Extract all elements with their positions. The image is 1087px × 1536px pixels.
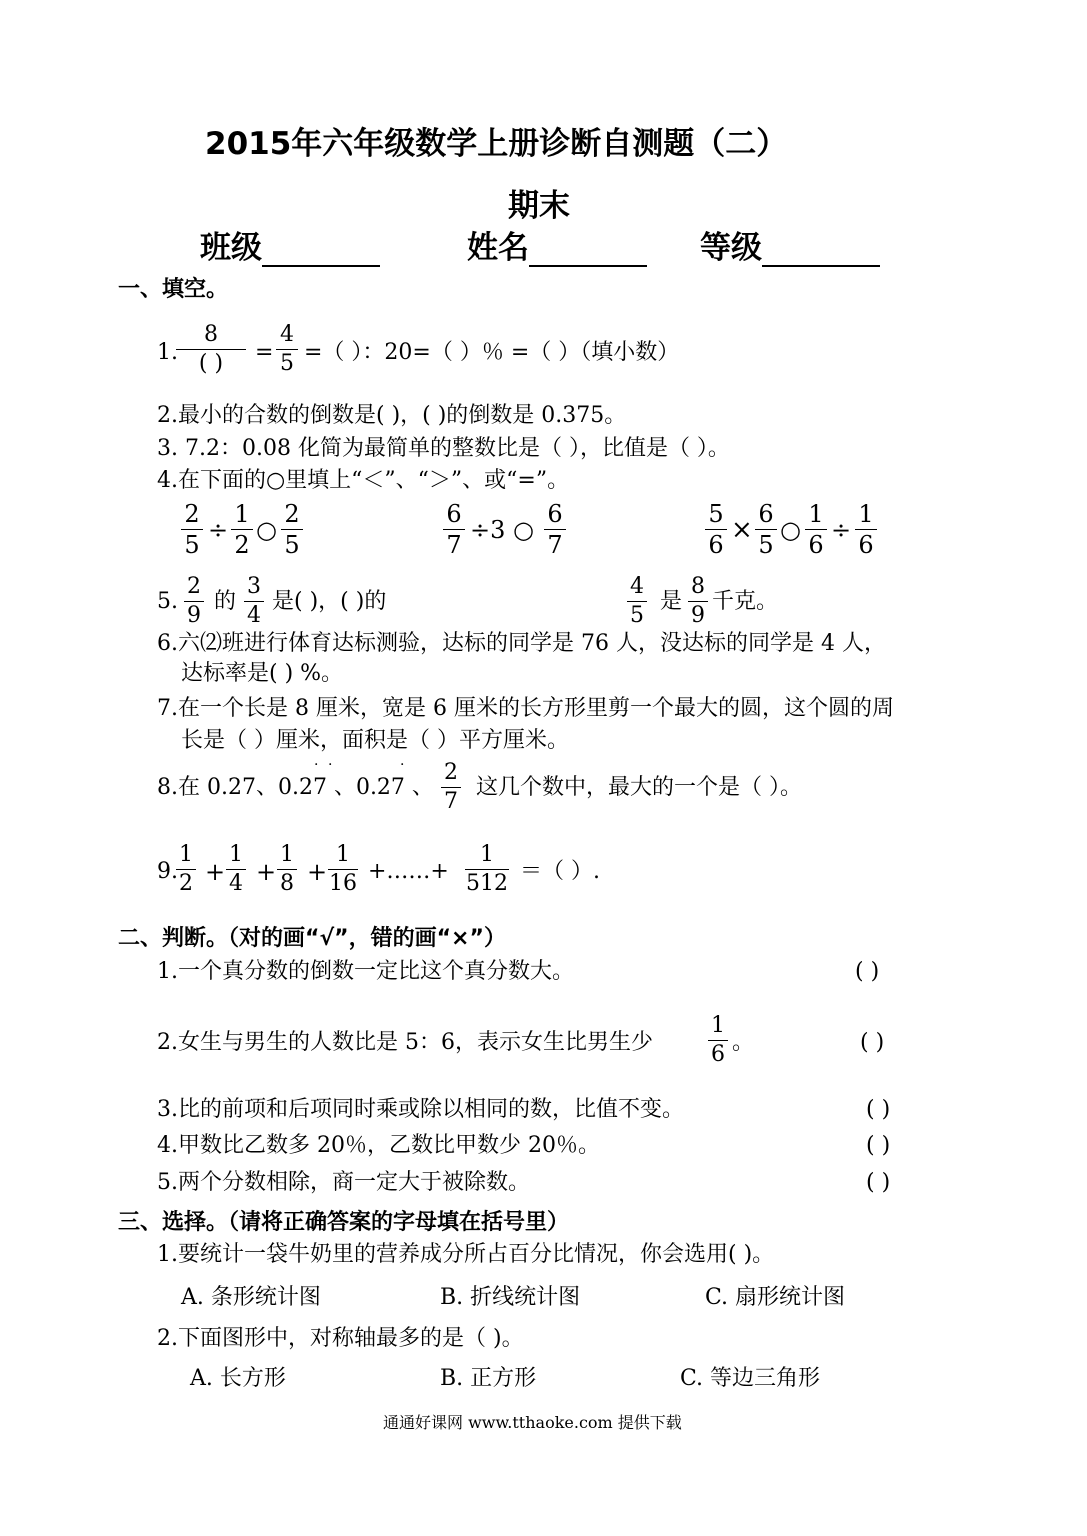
repeating-dot: · xyxy=(314,757,319,773)
numerator: 2 xyxy=(284,500,300,528)
q1-fraction-2 xyxy=(276,322,298,377)
fraction-bar xyxy=(176,869,196,870)
q5-fraction-3 xyxy=(627,574,647,629)
q8-text-1: 8.在 0.27、0.27 、0.27 、 xyxy=(157,775,434,800)
q4a-fraction-3 xyxy=(281,500,303,559)
q4c-fraction-3 xyxy=(805,500,827,559)
q9-fraction-5 xyxy=(465,842,509,897)
q4b-operator: ÷3 ○ xyxy=(470,516,534,544)
numerator: 1 xyxy=(179,842,193,867)
judge-item-2: 2.女生与男生的人数比是 5：6，表示女生比男生少 xyxy=(157,1030,653,1055)
grade-label: 等级 xyxy=(700,230,762,266)
fraction-bar xyxy=(688,601,708,602)
q4b-fraction-2 xyxy=(544,500,566,559)
repeating-dot: · xyxy=(328,757,333,773)
name-field xyxy=(467,222,647,267)
q5-text-2: 是( )，( )的 xyxy=(272,589,387,614)
fraction-bar xyxy=(805,529,827,530)
numerator: 5 xyxy=(708,500,724,528)
denominator: 6 xyxy=(711,1042,725,1067)
repeating-dot: · xyxy=(400,757,405,773)
denominator: 6 xyxy=(858,531,874,559)
denominator: 7 xyxy=(547,531,563,559)
numerator: 1 xyxy=(711,1013,725,1038)
choice-1-option-a: A. 条形统计图 xyxy=(181,1285,321,1310)
fraction-bar xyxy=(176,349,246,350)
fraction-bar xyxy=(277,869,297,870)
denominator: 7 xyxy=(446,531,462,559)
fraction-bar xyxy=(231,529,253,530)
denominator: 7 xyxy=(444,789,458,814)
numerator: 1 xyxy=(480,842,494,867)
fraction-bar xyxy=(708,1040,728,1041)
q5-number: 5. xyxy=(157,589,178,614)
judge-answer-5[interactable]: ( ) xyxy=(866,1170,891,1195)
q4c-circle[interactable]: ○ xyxy=(780,516,801,544)
class-label: 班级 xyxy=(200,230,262,266)
q1-f2-denominator: 5 xyxy=(280,351,294,376)
q4c-fraction-2 xyxy=(755,500,777,559)
q9-fraction-1 xyxy=(176,842,196,897)
denominator: 512 xyxy=(466,871,508,896)
choice-2-option-c: C. 等边三角形 xyxy=(680,1366,821,1391)
name-input-line[interactable] xyxy=(529,233,647,267)
denominator: 9 xyxy=(187,603,201,628)
choice-question-1: 1.要统计一袋牛奶里的营养成分所占百分比情况，你会选用( )。 xyxy=(157,1242,775,1267)
fraction-bar xyxy=(544,529,566,530)
fraction-bar xyxy=(244,601,264,602)
judge-2-fraction xyxy=(708,1013,728,1068)
denominator: 5 xyxy=(184,531,200,559)
denominator: 4 xyxy=(247,603,261,628)
q4c-operator-2: ÷ xyxy=(831,516,852,544)
judge-answer-1[interactable]: ( ) xyxy=(855,959,880,984)
plus-sign: + xyxy=(307,858,328,886)
q2-text: 2.最小的合数的倒数是( )，( )的倒数是 0.375。 xyxy=(157,403,627,428)
fraction-bar xyxy=(328,869,358,870)
fraction-bar xyxy=(465,869,509,870)
fraction-bar xyxy=(443,529,465,530)
page-title: 2015年六年级数学上册诊断自测题（二） xyxy=(205,126,788,162)
numerator: 6 xyxy=(547,500,563,528)
fraction-bar xyxy=(441,787,461,788)
numerator: 2 xyxy=(184,500,200,528)
numerator: 1 xyxy=(858,500,874,528)
fraction-bar xyxy=(181,529,203,530)
q4a-circle[interactable]: ○ xyxy=(256,516,277,544)
q5-fraction-4 xyxy=(688,574,708,629)
q5-text-3: 是 xyxy=(660,589,683,614)
denominator: 5 xyxy=(284,531,300,559)
q9-fraction-4 xyxy=(328,842,358,897)
numerator: 4 xyxy=(630,574,644,599)
denominator: 2 xyxy=(234,531,250,559)
judge-item-2-end: 。 xyxy=(732,1030,755,1055)
numerator: 6 xyxy=(758,500,774,528)
judge-item-4: 4.甲数比乙数多 20％，乙数比甲数少 20％。 xyxy=(157,1133,600,1158)
q4a-fraction-2 xyxy=(231,500,253,559)
numerator: 1 xyxy=(234,500,250,528)
q9-number: 9. xyxy=(157,859,178,884)
fraction-bar xyxy=(281,529,303,530)
q1-f2-numerator: 4 xyxy=(280,322,294,347)
judge-item-3: 3.比的前项和后项同时乘或除以相同的数，比值不变。 xyxy=(157,1097,684,1122)
numerator: 2 xyxy=(444,760,458,785)
section-fill-blank: 一、填空。 xyxy=(118,277,229,302)
plus-sign: + xyxy=(256,858,277,886)
grade-input-line[interactable] xyxy=(762,233,880,267)
q1-f1-denominator: ( ) xyxy=(198,351,224,376)
q9-ellipsis: +……+ xyxy=(368,859,449,884)
q1-rest: =（ ）：20=（ ）％ =（ ）（填小数） xyxy=(304,340,680,365)
q5-text-4: 千克。 xyxy=(712,589,779,614)
footer-source: 通通好课网 www.tthaoke.com 提供下载 xyxy=(383,1413,682,1432)
fraction-bar xyxy=(855,529,877,530)
denominator: 9 xyxy=(691,603,705,628)
judge-answer-2[interactable]: ( ) xyxy=(860,1030,885,1055)
q4c-operator-1: × xyxy=(731,515,753,545)
q5-fraction-2 xyxy=(244,574,264,629)
q4-text: 4.在下面的○里填上“＜”、“＞”、或“=”。 xyxy=(157,468,570,493)
q4a-operator: ÷ xyxy=(208,516,229,544)
denominator: 6 xyxy=(708,531,724,559)
choice-2-option-a: A. 长方形 xyxy=(190,1366,286,1391)
q4c-fraction-4 xyxy=(855,500,877,559)
choice-1-option-b: B. 折线统计图 xyxy=(440,1285,581,1310)
judge-item-5: 5.两个分数相除，商一定大于被除数。 xyxy=(157,1170,530,1195)
fraction-bar xyxy=(184,601,204,602)
judge-answer-4[interactable]: ( ) xyxy=(866,1133,891,1158)
q1-f1-numerator: 8 xyxy=(204,322,218,347)
denominator: 5 xyxy=(630,603,644,628)
choice-1-option-c: C. 扇形统计图 xyxy=(705,1285,846,1310)
plus-sign: + xyxy=(205,858,226,886)
q5-text-1: 的 xyxy=(214,589,237,614)
choice-question-2: 2.下面图形中，对称轴最多的是（ )。 xyxy=(157,1326,524,1351)
q4a-fraction-1 xyxy=(181,500,203,559)
choice-2-option-b: B. 正方形 xyxy=(440,1366,537,1391)
q9-end: ＝（ ）. xyxy=(520,859,600,884)
q3-text: 3. 7.2：0.08 化简为最简单的整数比是（ ），比值是（ ）。 xyxy=(157,436,730,461)
section-judge: 二、判断。（对的画“√”，错的画“×”） xyxy=(118,926,506,951)
q8-fraction xyxy=(441,760,461,815)
numerator: 1 xyxy=(336,842,350,867)
denominator: 2 xyxy=(179,871,193,896)
q1-number: 1. xyxy=(157,340,178,365)
page-subtitle: 期末 xyxy=(508,188,570,224)
q1-fraction-1 xyxy=(176,322,246,377)
q1-equals: = xyxy=(255,340,274,365)
denominator: 5 xyxy=(758,531,774,559)
judge-item-1: 1.一个真分数的倒数一定比这个真分数大。 xyxy=(157,959,574,984)
class-input-line[interactable] xyxy=(262,233,380,267)
denominator: 8 xyxy=(280,871,294,896)
fraction-bar xyxy=(276,349,298,350)
q6-line-1: 6.六⑵班进行体育达标测验，达标的同学是 76 人，没达标的同学是 4 人， xyxy=(157,631,886,656)
q6-line-2: 达标率是( ) %。 xyxy=(181,661,344,686)
numerator: 3 xyxy=(247,574,261,599)
q4c-fraction-1 xyxy=(705,500,727,559)
q9-fraction-2 xyxy=(226,842,246,897)
numerator: 2 xyxy=(187,574,201,599)
q9-fraction-3 xyxy=(277,842,297,897)
judge-answer-3[interactable]: ( ) xyxy=(866,1097,891,1122)
numerator: 8 xyxy=(691,574,705,599)
denominator: 16 xyxy=(329,871,357,896)
numerator: 1 xyxy=(229,842,243,867)
numerator: 1 xyxy=(280,842,294,867)
numerator: 6 xyxy=(446,500,462,528)
section-choice: 三、选择。（请将正确答案的字母填在括号里） xyxy=(118,1210,570,1235)
q8-text-2: 这几个数中，最大的一个是（ ）。 xyxy=(476,775,802,800)
q5-fraction-1 xyxy=(184,574,204,629)
numerator: 1 xyxy=(808,500,824,528)
q7-line-1: 7.在一个长是 8 厘米，宽是 6 厘米的长方形里剪一个最大的圆，这个圆的周 xyxy=(157,696,894,721)
fraction-bar xyxy=(705,529,727,530)
fraction-bar xyxy=(755,529,777,530)
name-label: 姓名 xyxy=(467,230,529,266)
grade-field xyxy=(700,222,880,267)
fraction-bar xyxy=(226,869,246,870)
q7-line-2: 长是（ ）厘米，面积是（ ）平方厘米。 xyxy=(181,728,569,753)
class-field xyxy=(200,222,380,267)
q4b-fraction-1 xyxy=(443,500,465,559)
fraction-bar xyxy=(627,601,647,602)
denominator: 6 xyxy=(808,531,824,559)
denominator: 4 xyxy=(229,871,243,896)
